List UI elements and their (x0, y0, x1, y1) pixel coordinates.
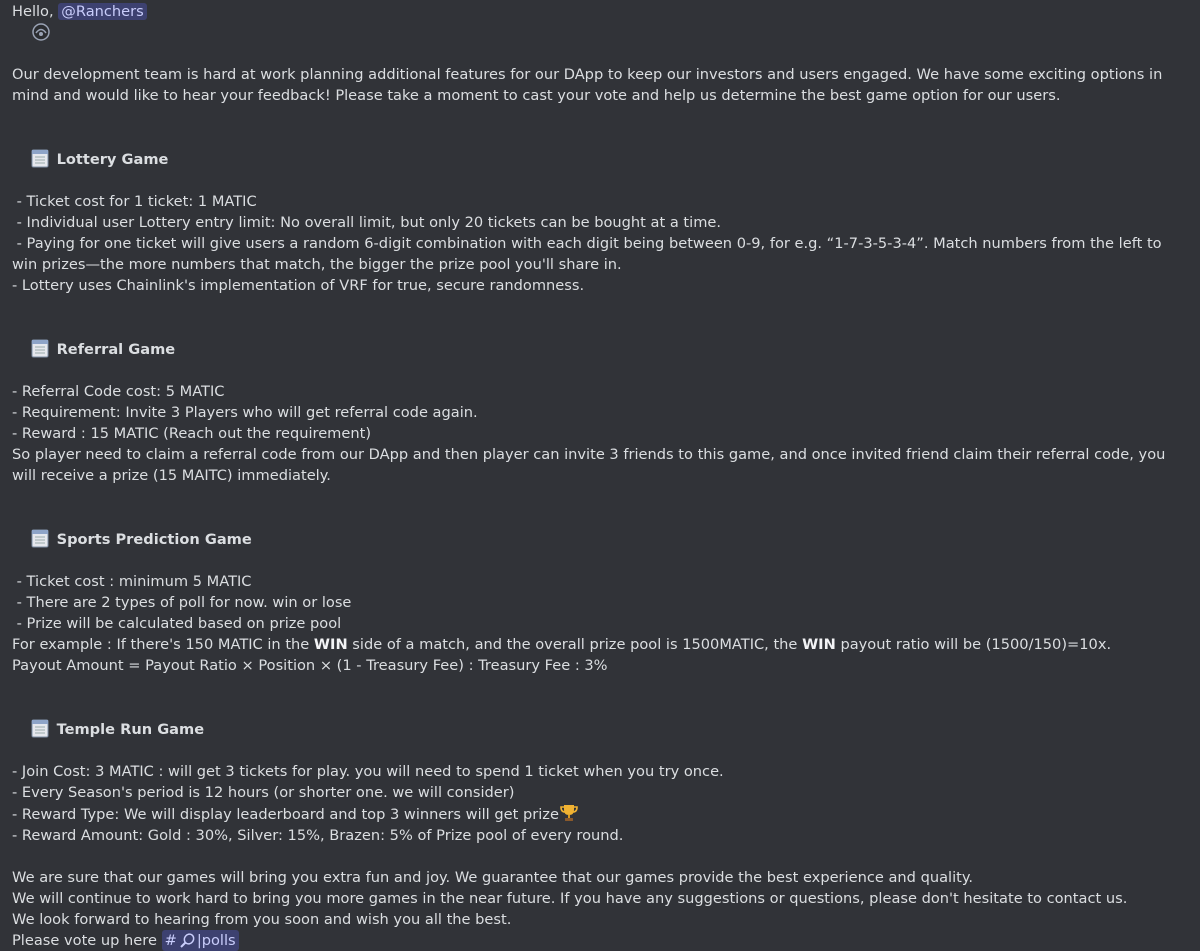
win-bold: WIN (313, 636, 348, 653)
example-text: payout ratio will be (1500/150)=10x. (835, 636, 1112, 653)
referral-line: - Referral Code cost: 5 MATIC (12, 383, 225, 400)
sports-example (12, 634, 1182, 655)
sports-line: - There are 2 types of poll for now. win or lose (12, 594, 352, 611)
tennis-racket-icon (179, 933, 195, 949)
temple-line: - Reward Amount: Gold : 30%, Silver: 15%, Brazen: 5% of Prize pool of every round. (12, 827, 624, 844)
temple-heading (12, 697, 1182, 761)
lottery-line: - Individual user Lottery entry limit: No overall limit, but only 20 tickets can be bought at a time. (12, 214, 722, 231)
notepad-icon (31, 528, 49, 548)
vote-line (12, 930, 1182, 951)
temple-line: - Every Season's period is 12 hours (or shorter one. we will consider) (12, 784, 515, 801)
lottery-line: - Ticket cost for 1 ticket: 1 MATIC (12, 193, 257, 210)
closing-line: We will continue to work hard to bring you more games in the near future. If you have any suggestions or questions, please don't hesitate to contact us. (12, 890, 1128, 907)
sports-payout: Payout Amount = Payout Ratio × Position × (1 - Treasury Fee) : Treasury Fee : 3% (12, 657, 608, 674)
referral-heading (12, 317, 1182, 381)
sports-line: - Ticket cost : minimum 5 MATIC (12, 573, 252, 590)
lottery-title: Lottery Game (56, 151, 169, 168)
intro-paragraph: Our development team is hard at work planning additional features for our DApp to keep our investors and users engaged. We have some exciting options in mind and would like to hear your feedback! Please take a moment to cast your vote and help us determine the best game option for our users. (12, 66, 1167, 104)
sports-heading (12, 507, 1182, 571)
greeting-text: Hello, (12, 3, 59, 20)
notepad-icon (31, 338, 49, 358)
referral-title: Referral Game (56, 341, 176, 358)
trophy-icon (559, 803, 579, 823)
referral-line: - Reward : 15 MATIC (Reach out the requirement) (12, 425, 372, 442)
example-text: For example : If there's 150 MATIC in the (12, 636, 314, 653)
closing-line: We look forward to hearing from you soon and wish you all the best. (12, 911, 512, 928)
sports-line: - Prize will be calculated based on prize pool (12, 615, 342, 632)
lottery-heading (12, 127, 1182, 191)
temple-line: - Join Cost: 3 MATIC : will get 3 tickets for play. you will need to spend 1 ticket when you try once. (12, 763, 724, 780)
greeting-line (12, 1, 1182, 64)
closing-line: We are sure that our games will bring you extra fun and joy. We guarantee that our games provide the best experience and quality. (12, 869, 974, 886)
vote-text: Please vote up here (12, 932, 162, 949)
referral-line: - Requirement: Invite 3 Players who will get referral code again. (12, 404, 478, 421)
ranchers-role-icon (31, 23, 51, 41)
lottery-line: - Paying for one ticket will give users a random 6-digit combination with each digit being between 0-9, for e.g. “1-7-3-5-3-4”. Match numbers from the left to win prizes—the more numbers that match, the bigger the prize pool you'll share in. (12, 235, 1167, 273)
ranchers-mention[interactable]: @Ranchers (58, 3, 146, 20)
notepad-icon (31, 148, 49, 168)
example-text: side of a match, and the overall prize pool is 1500MATIC, the (347, 636, 803, 653)
notepad-icon (31, 718, 49, 738)
channel-hash-icon: # (164, 932, 177, 949)
lottery-line: - Lottery uses Chainlink's implementation of VRF for true, secure randomness. (12, 277, 585, 294)
channel-name: |polls (196, 932, 236, 949)
temple-title: Temple Run Game (56, 721, 205, 738)
temple-line (12, 803, 1182, 825)
referral-line: So player need to claim a referral code from our DApp and then player can invite 3 friends to this game, and once invited friend claim their referral code, you will receive a prize (15 MAITC) immediately. (12, 446, 1171, 484)
win-bold: WIN (802, 636, 836, 653)
temple-line-text: - Reward Type: We will display leaderboard and top 3 winners will get prize (12, 806, 559, 823)
polls-channel-link[interactable] (162, 930, 239, 951)
sports-title: Sports Prediction Game (56, 531, 252, 548)
